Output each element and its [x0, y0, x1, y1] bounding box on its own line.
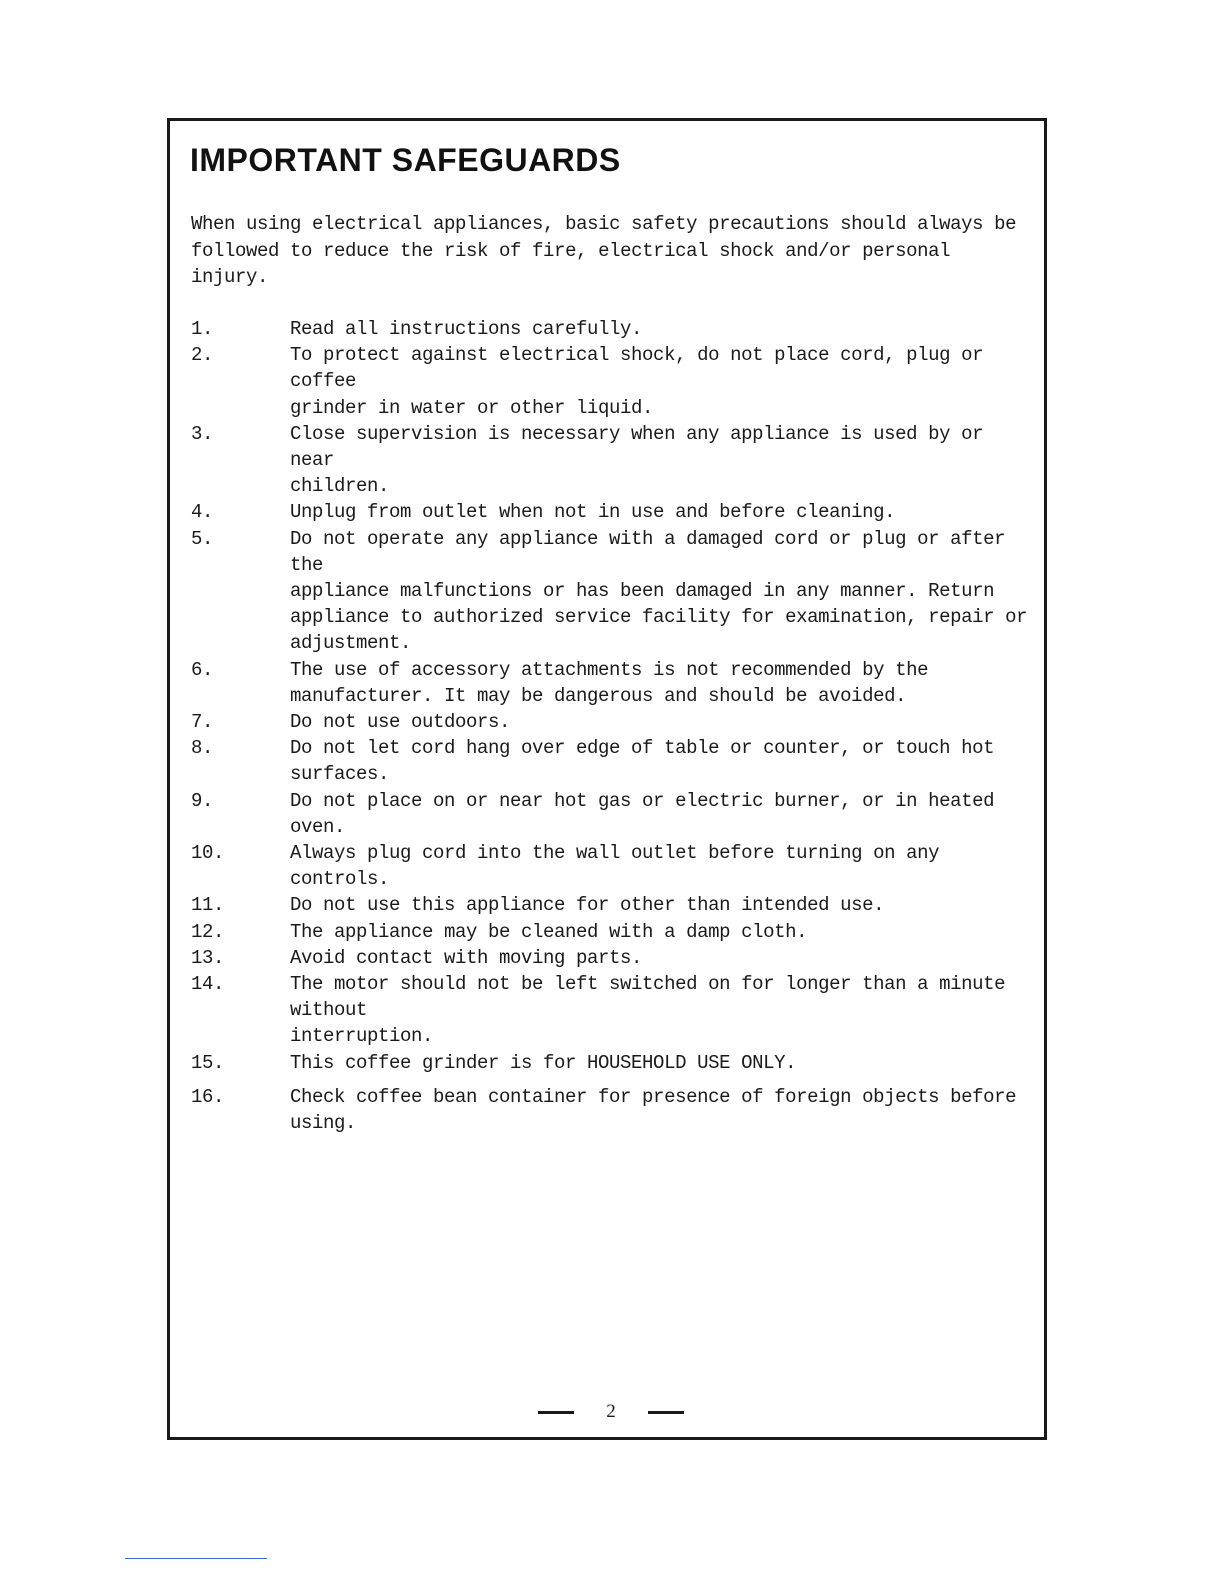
item-number: 8.	[191, 737, 214, 760]
footer-left-dash	[538, 1411, 574, 1414]
intro-paragraph: When using electrical appliances, basic safety precautions should always be followed to reduce the risk of fire, electrical shock and/or personal injury.	[191, 213, 1017, 288]
item-number: 11.	[191, 894, 225, 917]
item-number: 1.	[191, 318, 214, 340]
list-item	[191, 316, 1031, 342]
page-title: IMPORTANT SAFEGUARDS	[190, 142, 621, 178]
list-item	[191, 788, 1031, 840]
page-footer	[538, 1400, 684, 1424]
item-text: The appliance may be cleaned with a damp cloth.	[290, 920, 808, 943]
list-item	[191, 1050, 1031, 1076]
item-text: Always plug cord into the wall outlet before turning on any controls.	[290, 842, 940, 891]
item-number: 4.	[191, 501, 214, 524]
list-item	[191, 342, 1031, 421]
item-text: Unplug from outlet when not in use and before cleaning.	[290, 501, 896, 524]
list-item	[191, 840, 1031, 892]
list-item	[191, 919, 1031, 945]
safeguards-list	[191, 316, 1031, 1136]
item-number: 14.	[191, 973, 225, 996]
item-number: 5.	[191, 527, 214, 550]
item-number: 2.	[191, 344, 214, 367]
item-text: To protect against electrical shock, do not place cord, plug or coffee grinder in water or other liquid.	[290, 344, 984, 419]
page-number: 2	[606, 1401, 616, 1422]
item-number: 3.	[191, 422, 214, 445]
item-number: 6.	[191, 658, 214, 681]
item-number: 10.	[191, 842, 225, 865]
list-item	[191, 735, 1031, 787]
item-text: Close supervision is necessary when any appliance is used by or near children.	[290, 422, 984, 498]
item-text: Do not operate any appliance with a damaged cord or plug or after the appliance malfunctions or has been damaged in any manner. Return appliance to authorized service facility for examination, repair or adjustment.	[290, 527, 1028, 655]
item-text: The use of accessory attachments is not recommended by the manufacturer. It may be dangerous and should be avoided.	[290, 658, 929, 707]
item-text: Do not place on or near hot gas or electric burner, or in heated oven.	[290, 789, 995, 838]
item-number: 7.	[191, 711, 214, 734]
item-text: Do not let cord hang over edge of table or counter, or touch hot surfaces.	[290, 737, 995, 786]
list-item	[191, 892, 1031, 918]
item-text: This coffee grinder is for HOUSEHOLD USE ONLY.	[290, 1051, 797, 1074]
list-item	[191, 657, 1031, 709]
item-text: The motor should not be left switched on for longer than a minute without interruption.	[290, 973, 1006, 1048]
item-text: Check coffee bean container for presence of foreign objects before using.	[290, 1085, 1017, 1135]
list-item	[191, 421, 1031, 500]
item-number: 13.	[191, 946, 225, 969]
list-item	[191, 971, 1031, 1050]
item-number: 16.	[191, 1085, 225, 1108]
item-text: Avoid contact with moving parts.	[290, 946, 643, 969]
list-item	[191, 709, 1031, 735]
item-text: Do not use this appliance for other than intended use.	[290, 894, 885, 917]
item-text: Do not use outdoors.	[290, 711, 511, 734]
item-text: Read all instructions carefully.	[290, 318, 643, 340]
list-item	[191, 1084, 1031, 1136]
list-item	[191, 499, 1031, 525]
list-item	[191, 945, 1031, 971]
item-number: 9.	[191, 789, 214, 812]
footer-right-dash	[648, 1411, 684, 1414]
list-item	[191, 526, 1031, 657]
bottom-rule-line	[125, 1558, 267, 1559]
item-number: 15.	[191, 1051, 225, 1074]
item-number: 12.	[191, 920, 225, 943]
